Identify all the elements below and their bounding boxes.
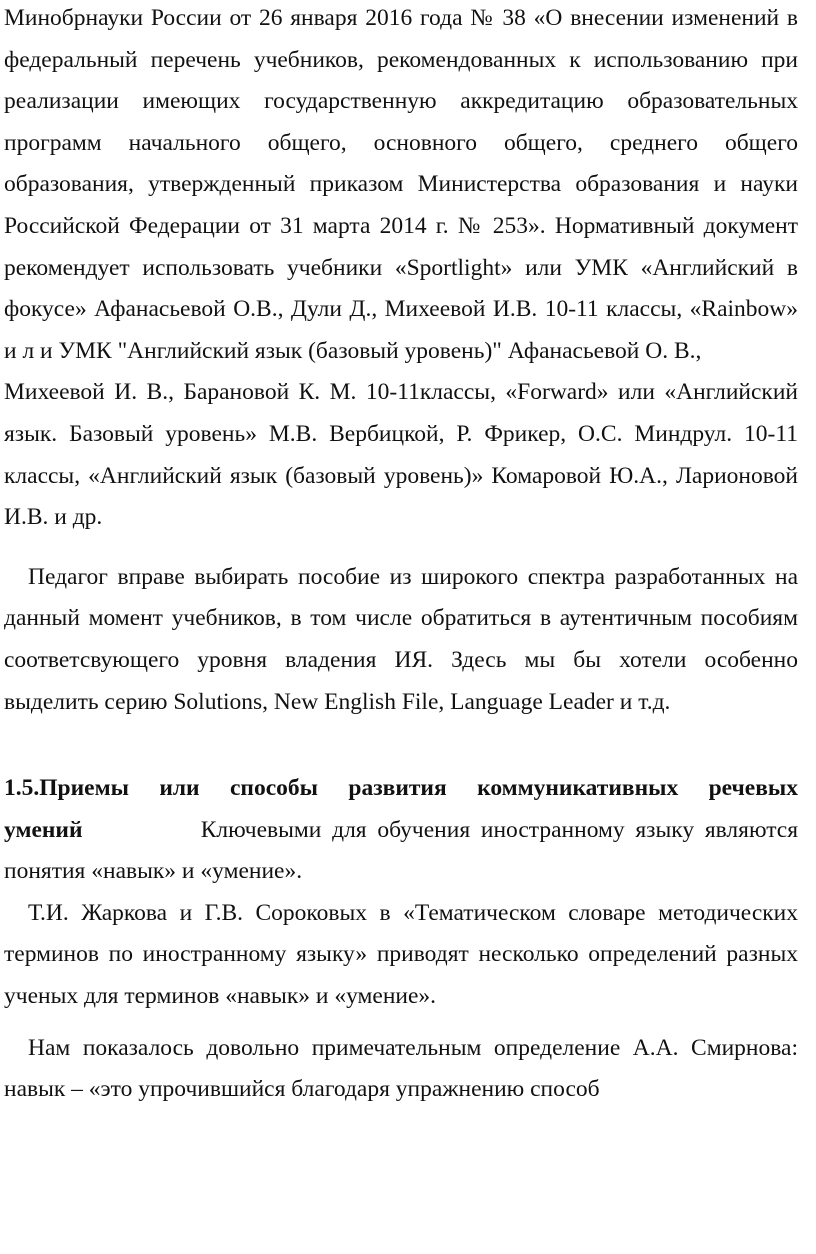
section-intro-text: Ключевыми для обучения иностранному языку являются понятия «навык» и «умение». [4,816,799,885]
paragraph-dictionary-reference: Т.И. Жаркова и Г.В. Сороковых в «Тематическом словаре методических терминов по иностранному языку» приводят несколько определений разных ученых для терминов «навык» и «умение». [4,899,798,1010]
paragraph-order-reference: Минобрнауки России от 26 января 2016 года № 38 «О внесении изменений в федеральный перечень учебников, рекомендованных к использованию при реализации имеющих государственную аккредитацию образовательных программ начального общего, основного общего, среднего общего образования, утвержденный приказом Министерства образования и науки Российской Федерации от 31 марта 2014 г. № 253». Нормативный документ рекомендует использовать учебники «Sportlight» или УМК «Английский в фокусе» Афанасьевой О.В., Дули Д., Михеевой И.В. 10-11 классы, «Rainbow» и л и УМК "Английский язык (базовый уровень)" Афанасьевой О. В., [4,5,798,364]
section-paragraph [4,768,798,893]
paragraph-teacher-choice: Педагог вправе выбирать пособие из широкого спектра разработанных на данный момент учебников, в том числе обратиться в аутентичным пособиям соответсвующего уровня владения ИЯ. Здесь мы бы хотели особенно выделить серию Solutions, New English File, Language Leader и т.д. [4,563,798,715]
section-heading: 1.5.Приемы или способы развития коммуникативных речевых умений [4,775,798,843]
paragraph-smirnov-definition: Нам показалось довольно примечательным определение А.А. Смирнова: навык – «это упрочившийся благодаря упражнению способ [4,1034,798,1103]
paragraph-textbook-list: Михеевой И. В., Барановой К. М. 10-11классы, «Forward» или «Английский язык. Базовый уровень» М.В. Вербицкой, Р. Фрикер, О.С. Миндрул. 10-11 классы, «Английский язык (базовый уровень)» Комаровой Ю.А., Ларионовой И.В. и др. [4,379,798,531]
